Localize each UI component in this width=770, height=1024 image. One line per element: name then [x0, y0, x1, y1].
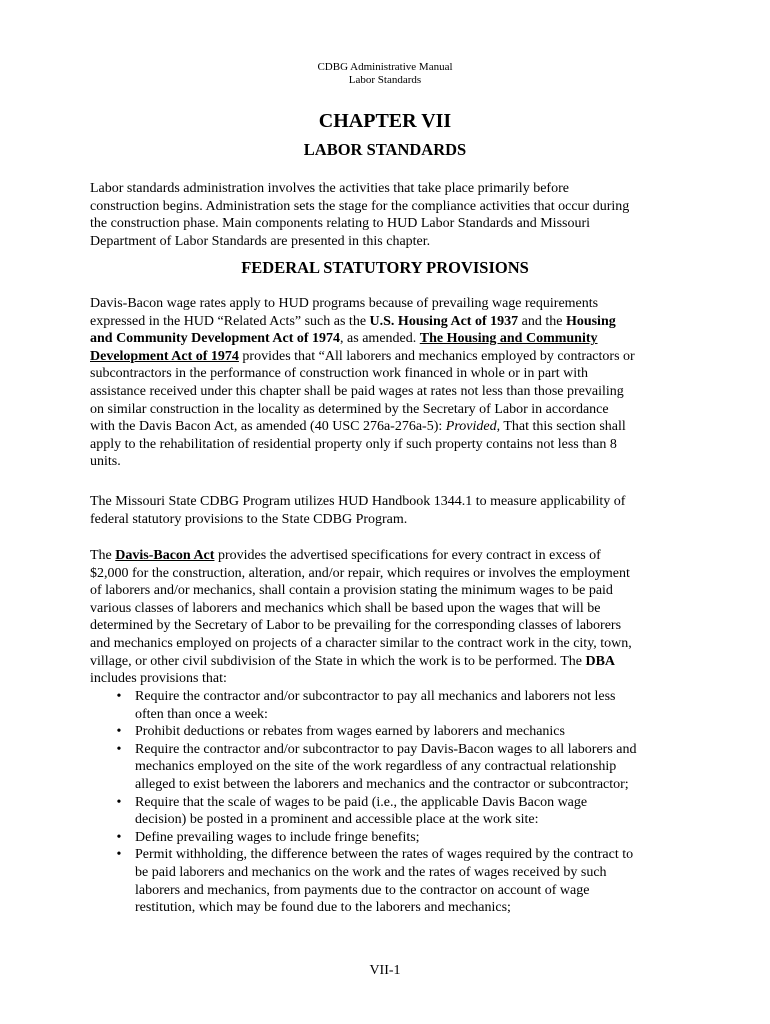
text-line: construction begins. Administration sets the stage for the compliance activities that occur during: [90, 198, 630, 214]
text-line: Davis-Bacon wage rates apply to HUD programs because of prevailing wage requirements: [90, 296, 599, 311]
act-reference-link: The Housing and Community: [419, 331, 598, 347]
bullet-icon: •: [116, 829, 122, 845]
text-line: expressed in the HUD “Related Acts” such as the U.S. Housing Act of 1937 and the Housing: [90, 313, 616, 329]
bullet-icon: •: [116, 741, 122, 757]
chapter-subtitle: LABOR STANDARDS: [303, 140, 467, 159]
text-line: Department of Labor Standards are presented in this chapter.: [90, 233, 431, 249]
text-line: federal statutory provisions to the State CDBG Program.: [90, 511, 408, 527]
list-item: • Define prevailing wages to include fringe benefits;: [90, 829, 690, 847]
davis-bacon-paragraph: [90, 295, 690, 471]
running-header-subtitle: Labor Standards: [348, 74, 422, 86]
chapter-title: CHAPTER VII: [318, 110, 452, 132]
text-line: assistance received under this chapter shall be paid wages at rates not less than those prevailing: [90, 383, 624, 399]
list-item: • Require the contractor and/or subcontractor to pay all mechanics and laborers not less: [90, 688, 690, 706]
list-item-continuation: alleged to exist between the laborers and mechanics and the contractor or subcontractor;: [135, 776, 629, 792]
text-line: and mechanics employed on projects of a character similar to the contract work in the city, town,: [90, 635, 632, 651]
text-line: and Community Development Act of 1974, as amended. The Housing and Community: [90, 331, 598, 347]
bullet-icon: •: [116, 724, 122, 740]
text-line: subcontractors in the performance of construction work financed in whole or in part with: [90, 366, 589, 382]
text-line: apply to the rehabilitation of residential property only if such property contains not less than 8: [90, 436, 617, 452]
text-line: of laborers and/or mechanics, shall contain a provision stating the minimum wages to be paid: [90, 583, 613, 599]
act-reference-link: Development Act of 1974: [90, 348, 239, 364]
text-line: includes provisions that:: [90, 671, 227, 687]
text-line: $2,000 for the construction, alteration, and/or repair, which requires or involves the employment: [90, 565, 630, 581]
text-line: determined by the Secretary of Labor to be prevailing for the corresponding classes of laborers: [90, 618, 622, 634]
text-line: the construction phase. Main components relating to HUD Labor Standards and Missouri: [90, 216, 591, 232]
dba-paragraph: [90, 547, 690, 688]
list-item-continuation: laborers and mechanics, from payments due to the contractor on account of wage: [135, 882, 590, 898]
text-line: village, or other civil subdivision of the State in which the work is to be performed. The DBA: [90, 653, 616, 669]
list-item-continuation: often than once a week:: [135, 706, 268, 722]
list-item: • Prohibit deductions or rebates from wages earned by laborers and mechanics: [90, 723, 690, 741]
list-item: • Require the contractor and/or subcontractor to pay Davis-Bacon wages to all laborers and: [90, 741, 690, 759]
handbook-paragraph: [90, 493, 690, 528]
davis-bacon-act-link: Davis-Bacon Act: [115, 548, 215, 563]
text-line: Labor standards administration involves the activities that take place primarily before: [90, 181, 569, 196]
text-line: with the Davis Bacon Act, as amended (40 USC 276a-276a-5): Provided, That this section shall: [90, 419, 626, 435]
text-line: units.: [90, 454, 121, 470]
text-line: on similar construction in the locality as determined by the Secretary of Labor in accordance: [90, 401, 609, 417]
bullet-icon: •: [116, 794, 122, 810]
intro-paragraph: [90, 180, 690, 250]
list-item: • Require that the scale of wages to be paid (i.e., the applicable Davis Bacon wage: [90, 794, 690, 812]
list-item-continuation: restitution, which may be found due to the laborers and mechanics;: [135, 900, 511, 916]
text-line: The Davis-Bacon Act provides the advertised specifications for every contract in excess of: [90, 548, 601, 563]
text-line: various classes of laborers and mechanics which shall be based upon the wages that will be: [90, 600, 601, 616]
list-item: • Permit withholding, the difference between the rates of wages required by the contract to: [90, 846, 690, 864]
text-line: The Missouri State CDBG Program utilizes HUD Handbook 1344.1 to measure applicability of: [90, 494, 626, 509]
bullet-icon: •: [116, 689, 122, 704]
list-item-continuation: be paid laborers and mechanics on the work and the rates of wages received by such: [135, 864, 607, 880]
page-number: VII-1: [369, 963, 401, 978]
list-item-continuation: mechanics employed on the site of the work regardless of any contractual relationship: [135, 759, 617, 775]
text-line: Development Act of 1974 provides that “All laborers and mechanics employed by contractors or: [90, 348, 635, 364]
running-header-title: CDBG Administrative Manual: [317, 61, 453, 73]
dba-provisions-list: [90, 688, 690, 917]
section-heading: FEDERAL STATUTORY PROVISIONS: [241, 258, 529, 277]
bullet-icon: •: [116, 847, 122, 863]
list-item-continuation: decision) be posted in a prominent and accessible place at the work site:: [135, 812, 539, 828]
